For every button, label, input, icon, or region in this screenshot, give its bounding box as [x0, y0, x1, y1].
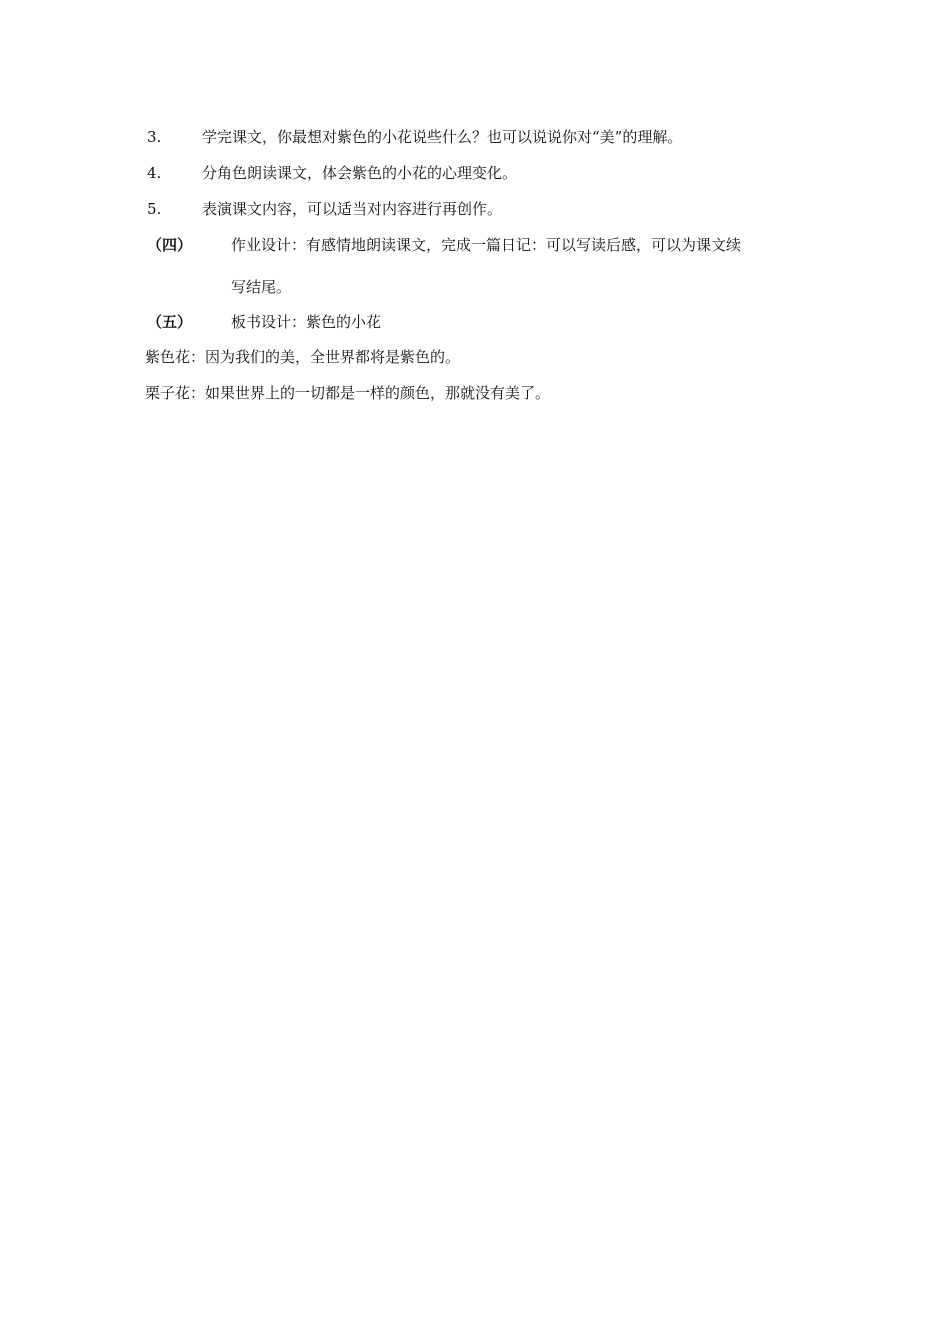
list-number: 5. [147, 200, 162, 218]
section-marker: （五） [147, 313, 193, 331]
list-text: 分角色朗读课文，体会紫色的小花的心理变化。 [202, 164, 518, 182]
section-text-continued: 写结尾。 [231, 278, 292, 296]
list-text: 学完课文，你最想对紫色的小花说些什么？也可以说说你对“美”的理解。 [202, 128, 683, 146]
section-text: 板书设计：紫色的小花 [231, 313, 382, 331]
section-marker: （四） [147, 236, 193, 254]
section-text: 作业设计：有感情地朗读课文，完成一篇日记：可以写读后感，可以为课文续 [231, 236, 742, 254]
board-text: 栗子花：如果世界上的一切都是一样的颜色，那就没有美了。 [145, 384, 551, 402]
board-text: 紫色花：因为我们的美，全世界都将是紫色的。 [145, 348, 461, 366]
list-number: 4. [147, 164, 162, 182]
list-number: 3. [147, 128, 162, 146]
list-text: 表演课文内容，可以适当对内容进行再创作。 [202, 200, 503, 218]
